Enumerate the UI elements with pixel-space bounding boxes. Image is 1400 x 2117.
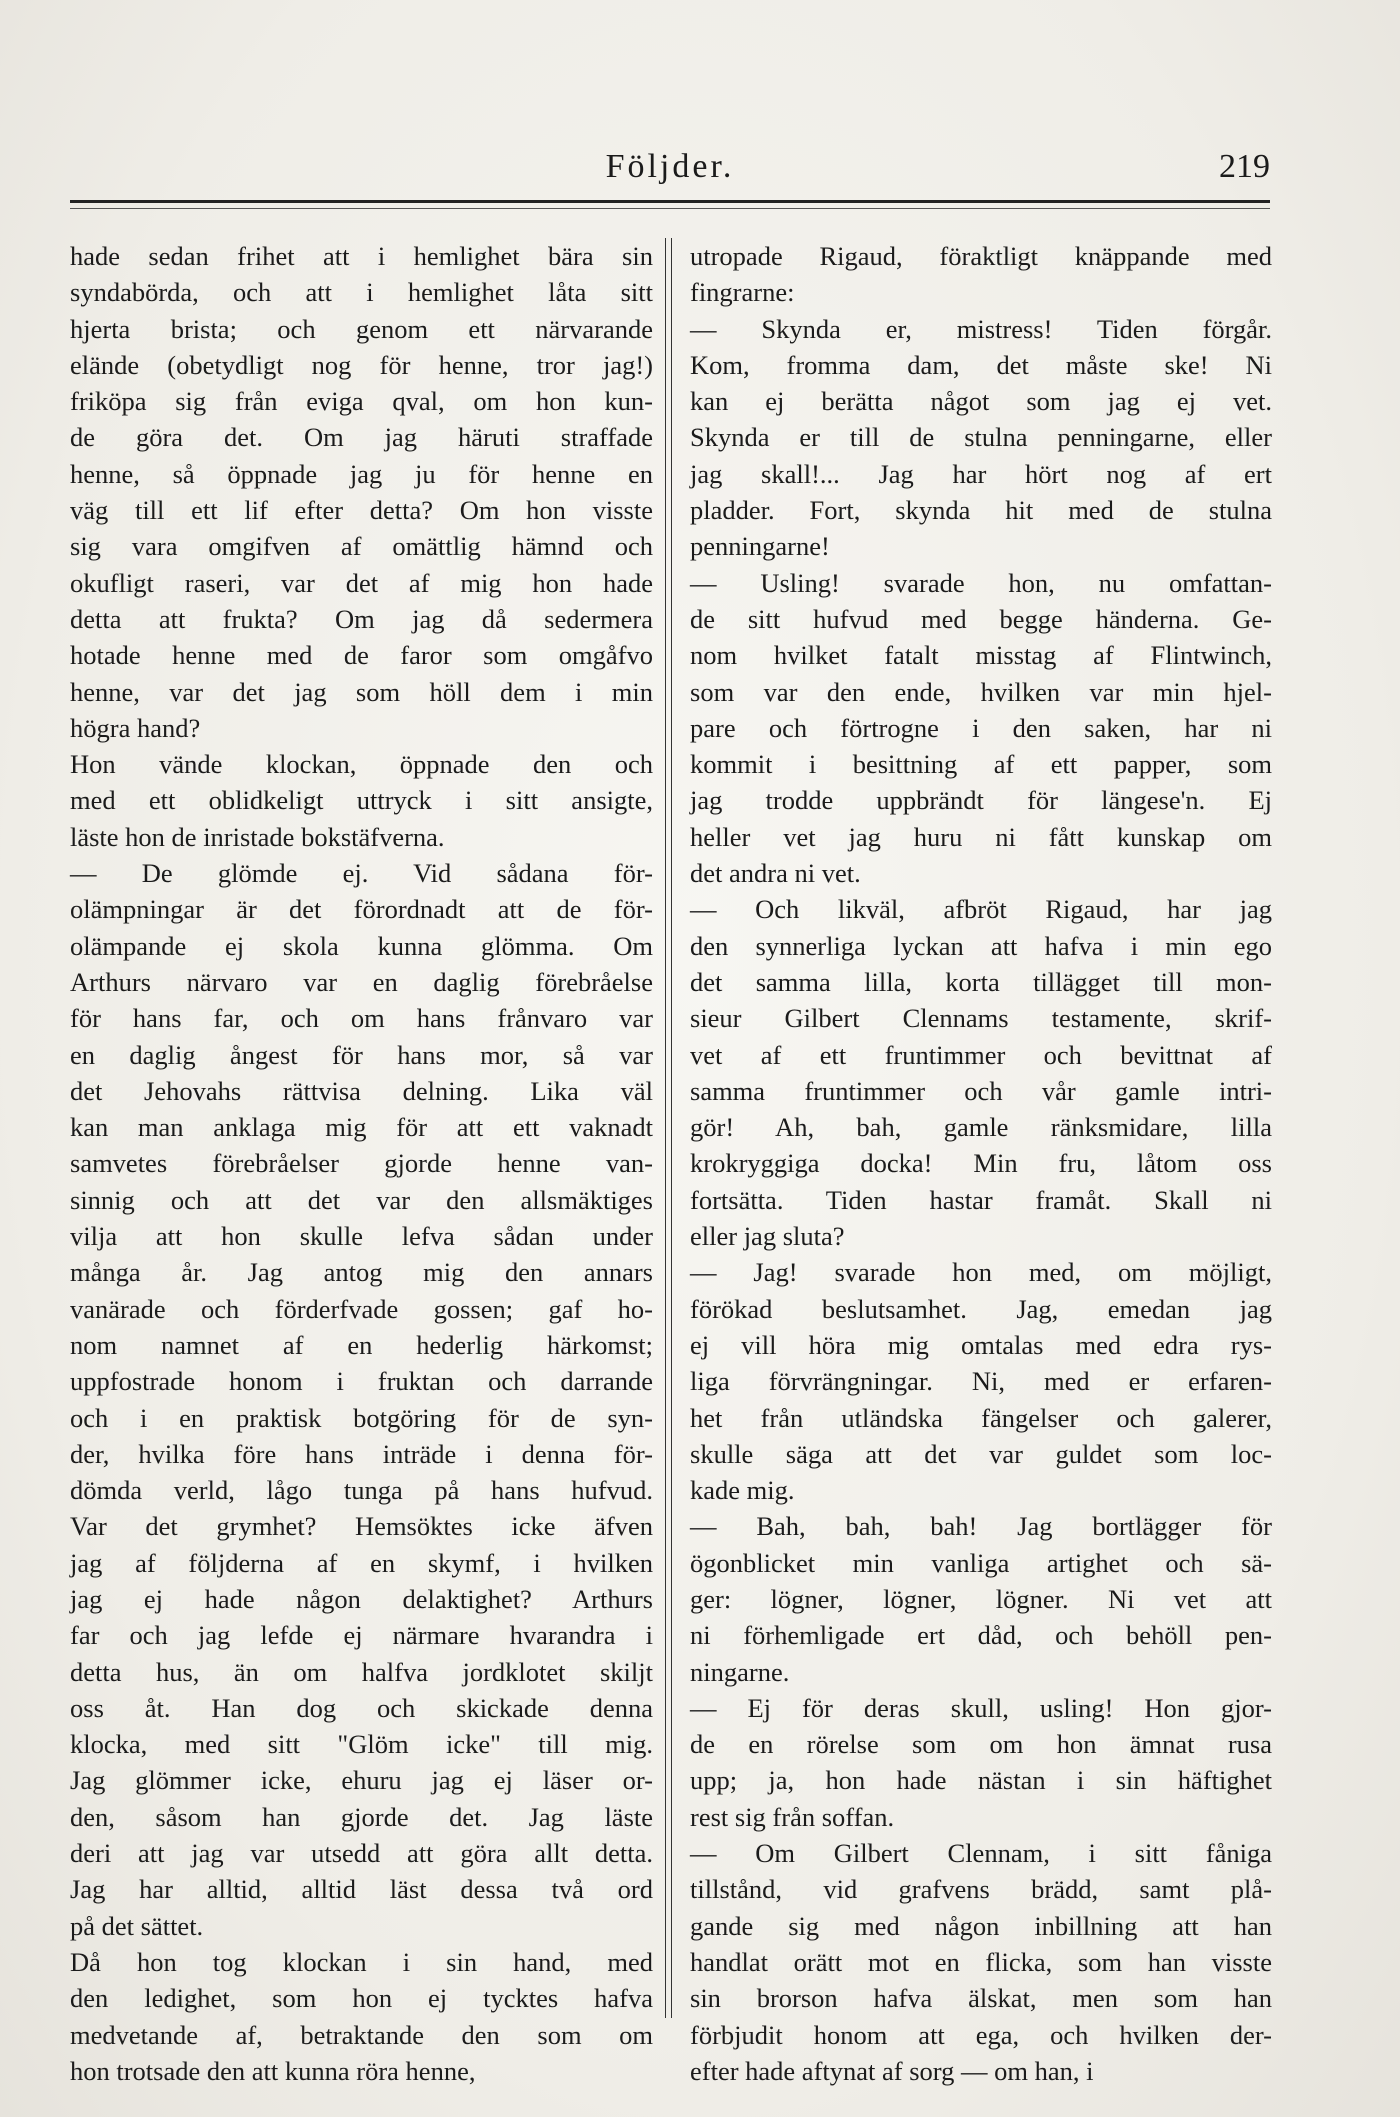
- text-line: pladder. Fort, skynda hit med de stulna: [690, 495, 1272, 526]
- text-line: Arthurs närvaro var en daglig förebråelse: [70, 966, 653, 997]
- text-line: och i en praktisk botgöring för de syn-: [70, 1402, 653, 1433]
- text-line: vet af ett fruntimmer och bevittnat af: [690, 1039, 1272, 1070]
- text-line: läste hon de inristade bokstäfverna.: [70, 821, 445, 852]
- text-line: klocka, med sitt "Glöm icke" till mig.: [70, 1729, 653, 1760]
- text-line: Då hon tog klockan i sin hand, med: [70, 1946, 653, 1977]
- text-line: olämpningar är det förordnadt att de för-: [70, 894, 653, 925]
- text-line: det Jehovahs rättvisa delning. Lika väl: [70, 1075, 653, 1106]
- text-line: friköpa sig från eviga qval, om hon kun-: [70, 386, 653, 417]
- text-line: kan man anklaga mig för att ett vaknadt: [70, 1112, 653, 1143]
- text-line: sinnig och att det var den allsmäktiges: [70, 1184, 653, 1215]
- text-line: henne, var det jag som höll dem i min: [70, 676, 653, 707]
- text-line: jag ej hade någon delaktighet? Arthurs: [70, 1583, 653, 1614]
- text-line: Kom, fromma dam, det måste ske! Ni: [690, 349, 1272, 380]
- text-line: förbjudit honom att ega, och hvilken der-: [690, 2019, 1272, 2050]
- text-line: det samma lilla, korta tillägget till mon-: [690, 966, 1272, 997]
- text-line: högra hand?: [70, 712, 201, 743]
- text-line: utropade Rigaud, föraktligt knäppande med: [690, 241, 1272, 271]
- text-line: förökad beslutsamhet. Jag, emedan jag: [690, 1293, 1272, 1324]
- text-line: ger: lögner, lögner, lögner. Ni vet att: [690, 1583, 1272, 1614]
- text-line: ögonblicket min vanliga artighet och sä-: [690, 1547, 1272, 1578]
- text-line: uppfostrade honom i fruktan och darrande: [70, 1366, 653, 1397]
- text-line: — Bah, bah, bah! Jag bortlägger för: [690, 1511, 1272, 1542]
- text-line: vanärade och förderfvade gossen; gaf ho-: [70, 1293, 653, 1324]
- text-line: — Skynda er, mistress! Tiden förgår.: [690, 313, 1272, 344]
- text-line: dömda verld, lågo tunga på hans hufvud.: [70, 1475, 653, 1506]
- text-line: — Usling! svarade hon, nu omfattan-: [690, 567, 1272, 598]
- text-line: sin brorson hafva älskat, men som han: [690, 1983, 1272, 2014]
- text-line: tillstånd, vid grafvens brädd, samt plå-: [690, 1874, 1272, 1905]
- text-line: de göra det. Om jag häruti straffade: [70, 422, 653, 453]
- text-line: eller jag sluta?: [690, 1221, 845, 1252]
- text-line: deri att jag var utsedd att göra allt detta.: [70, 1838, 653, 1869]
- text-line: nom namnet af en hederlig härkomst;: [70, 1329, 653, 1360]
- text-line: vilja att hon skulle lefva sådan under: [70, 1221, 653, 1252]
- left-column: [70, 238, 653, 2089]
- text-line: — Och likväl, afbröt Rigaud, har jag: [690, 894, 1272, 925]
- text-line: der, hvilka före hans inträde i denna för-: [70, 1438, 653, 1469]
- text-line: handlat orätt mot en flicka, som han visste: [690, 1946, 1272, 1977]
- text-line: en daglig ångest för hans mor, så var: [70, 1039, 653, 1070]
- text-line: hjerta brista; och genom ett närvarande: [70, 313, 653, 344]
- text-line: den synnerliga lyckan att hafva i min ego: [690, 930, 1272, 961]
- text-line: som var den ende, hvilken var min hjel-: [690, 676, 1272, 707]
- text-line: med ett oblidkeligt uttryck i sitt ansigte,: [70, 785, 653, 816]
- text-line: samma fruntimmer och vår gamle intri-: [690, 1075, 1272, 1106]
- text-line: gör! Ah, bah, gamle ränksmidare, lilla: [690, 1112, 1272, 1143]
- text-line: sieur Gilbert Clennams testamente, skrif-: [690, 1003, 1272, 1034]
- text-line: pare och förtrogne i den saken, har ni: [690, 712, 1272, 743]
- text-line: den ledighet, som hon ej tycktes hafva: [70, 1983, 653, 2014]
- text-line: hotade henne med de faror som omgåfvo: [70, 640, 653, 671]
- text-line: syndabörda, och att i hemlighet låta sitt: [70, 277, 653, 308]
- text-line: kommit i besittning af ett papper, som: [690, 749, 1272, 780]
- text-line: de en rörelse som om hon ämnat rusa: [690, 1729, 1272, 1760]
- text-line: den, såsom han gjorde det. Jag läste: [70, 1801, 653, 1832]
- text-line: jag af följderna af en skymf, i hvilken: [70, 1547, 653, 1578]
- text-line: på det sättet.: [70, 1910, 204, 1941]
- text-line: elände (obetydligt nog för henne, tror jag!): [70, 349, 653, 380]
- text-line: rest sig från soffan.: [690, 1801, 895, 1832]
- text-line: gande sig med någon inbillning att han: [690, 1910, 1272, 1941]
- text-line: väg till ett lif efter detta? Om hon visste: [70, 495, 653, 526]
- running-head: Följder.: [605, 148, 735, 185]
- text-line: ni förhemligade ert dåd, och behöll pen-: [690, 1620, 1272, 1651]
- text-line: samvetes förebråelser gjorde henne van-: [70, 1148, 653, 1179]
- text-line: het från utländska fängelser och galerer,: [690, 1402, 1272, 1433]
- page-header: [70, 148, 1270, 198]
- text-line: ej vill höra mig omtalas med edra rys-: [690, 1329, 1272, 1360]
- text-line: medvetande af, betraktande den som om: [70, 2019, 653, 2050]
- text-line: det andra ni vet.: [690, 858, 861, 889]
- text-line: far och jag lefde ej närmare hvarandra i: [70, 1620, 653, 1651]
- text-line: Var det grymhet? Hemsöktes icke äfven: [70, 1511, 653, 1542]
- text-line: många år. Jag antog mig den annars: [70, 1257, 653, 1288]
- text-line: detta hus, än om halfva jordklotet skiljt: [70, 1656, 653, 1687]
- text-line: detta att frukta? Om jag då sedermera: [70, 603, 653, 634]
- text-line: skulle säga att det var guldet som loc-: [690, 1438, 1272, 1469]
- text-line: — Om Gilbert Clennam, i sitt fåniga: [690, 1838, 1272, 1869]
- column-divider: [671, 238, 672, 2018]
- text-line: penningarne!: [690, 531, 830, 562]
- text-line: fortsätta. Tiden hastar framåt. Skall ni: [690, 1184, 1272, 1215]
- text-line: för hans far, och om hans frånvaro var: [70, 1003, 653, 1034]
- text-line: oss åt. Han dog och skickade denna: [70, 1692, 653, 1723]
- text-line: kan ej berätta något som jag ej vet.: [690, 386, 1272, 417]
- text-line: hade sedan frihet att i hemlighet bära sin: [70, 241, 653, 271]
- right-column: [690, 238, 1272, 2089]
- text-line: jag trodde uppbrändt för längese'n. Ej: [690, 785, 1272, 816]
- text-line: — Jag! svarade hon med, om möjligt,: [690, 1257, 1272, 1288]
- text-line: nom hvilket fatalt misstag af Flintwinch,: [690, 640, 1272, 671]
- text-line: hon trotsade den att kunna röra henne,: [70, 2055, 476, 2086]
- text-line: liga förvrängningar. Ni, med er erfaren-: [690, 1366, 1272, 1397]
- text-line: olämpande ej skola kunna glömma. Om: [70, 930, 653, 961]
- text-line: upp; ja, hon hade nästan i sin häftighet: [690, 1765, 1272, 1796]
- text-line: Hon vände klockan, öppnade den och: [70, 749, 653, 780]
- text-line: krokryggiga docka! Min fru, låtom oss: [690, 1148, 1272, 1179]
- text-line: Jag glömmer icke, ehuru jag ej läser or-: [70, 1765, 653, 1796]
- page-number: 219: [1219, 148, 1270, 185]
- text-line: — De glömde ej. Vid sådana för-: [70, 858, 653, 889]
- text-line: efter hade aftynat af sorg — om han, i: [690, 2055, 1094, 2086]
- text-line: Jag har alltid, alltid läst dessa två ord: [70, 1874, 653, 1905]
- text-line: jag skall!... Jag har hört nog af ert: [690, 458, 1272, 489]
- text-line: okufligt raseri, var det af mig hon hade: [70, 567, 653, 598]
- text-line: ningarne.: [690, 1656, 790, 1687]
- header-rule-thin: [70, 208, 1270, 209]
- text-line: heller vet jag huru ni fått kunskap om: [690, 821, 1272, 852]
- column-divider: [665, 238, 666, 2018]
- header-rule-thick: [70, 200, 1270, 203]
- text-line: Skynda er till de stulna penningarne, eller: [690, 422, 1272, 453]
- text-line: henne, så öppnade jag ju för henne en: [70, 458, 653, 489]
- text-line: sig vara omgifven af omättlig hämnd och: [70, 531, 653, 562]
- text-line: kade mig.: [690, 1475, 795, 1506]
- text-line: — Ej för deras skull, usling! Hon gjor-: [690, 1692, 1272, 1723]
- text-line: de sitt hufvud med begge händerna. Ge-: [690, 603, 1272, 634]
- text-line: fingrarne:: [690, 277, 795, 308]
